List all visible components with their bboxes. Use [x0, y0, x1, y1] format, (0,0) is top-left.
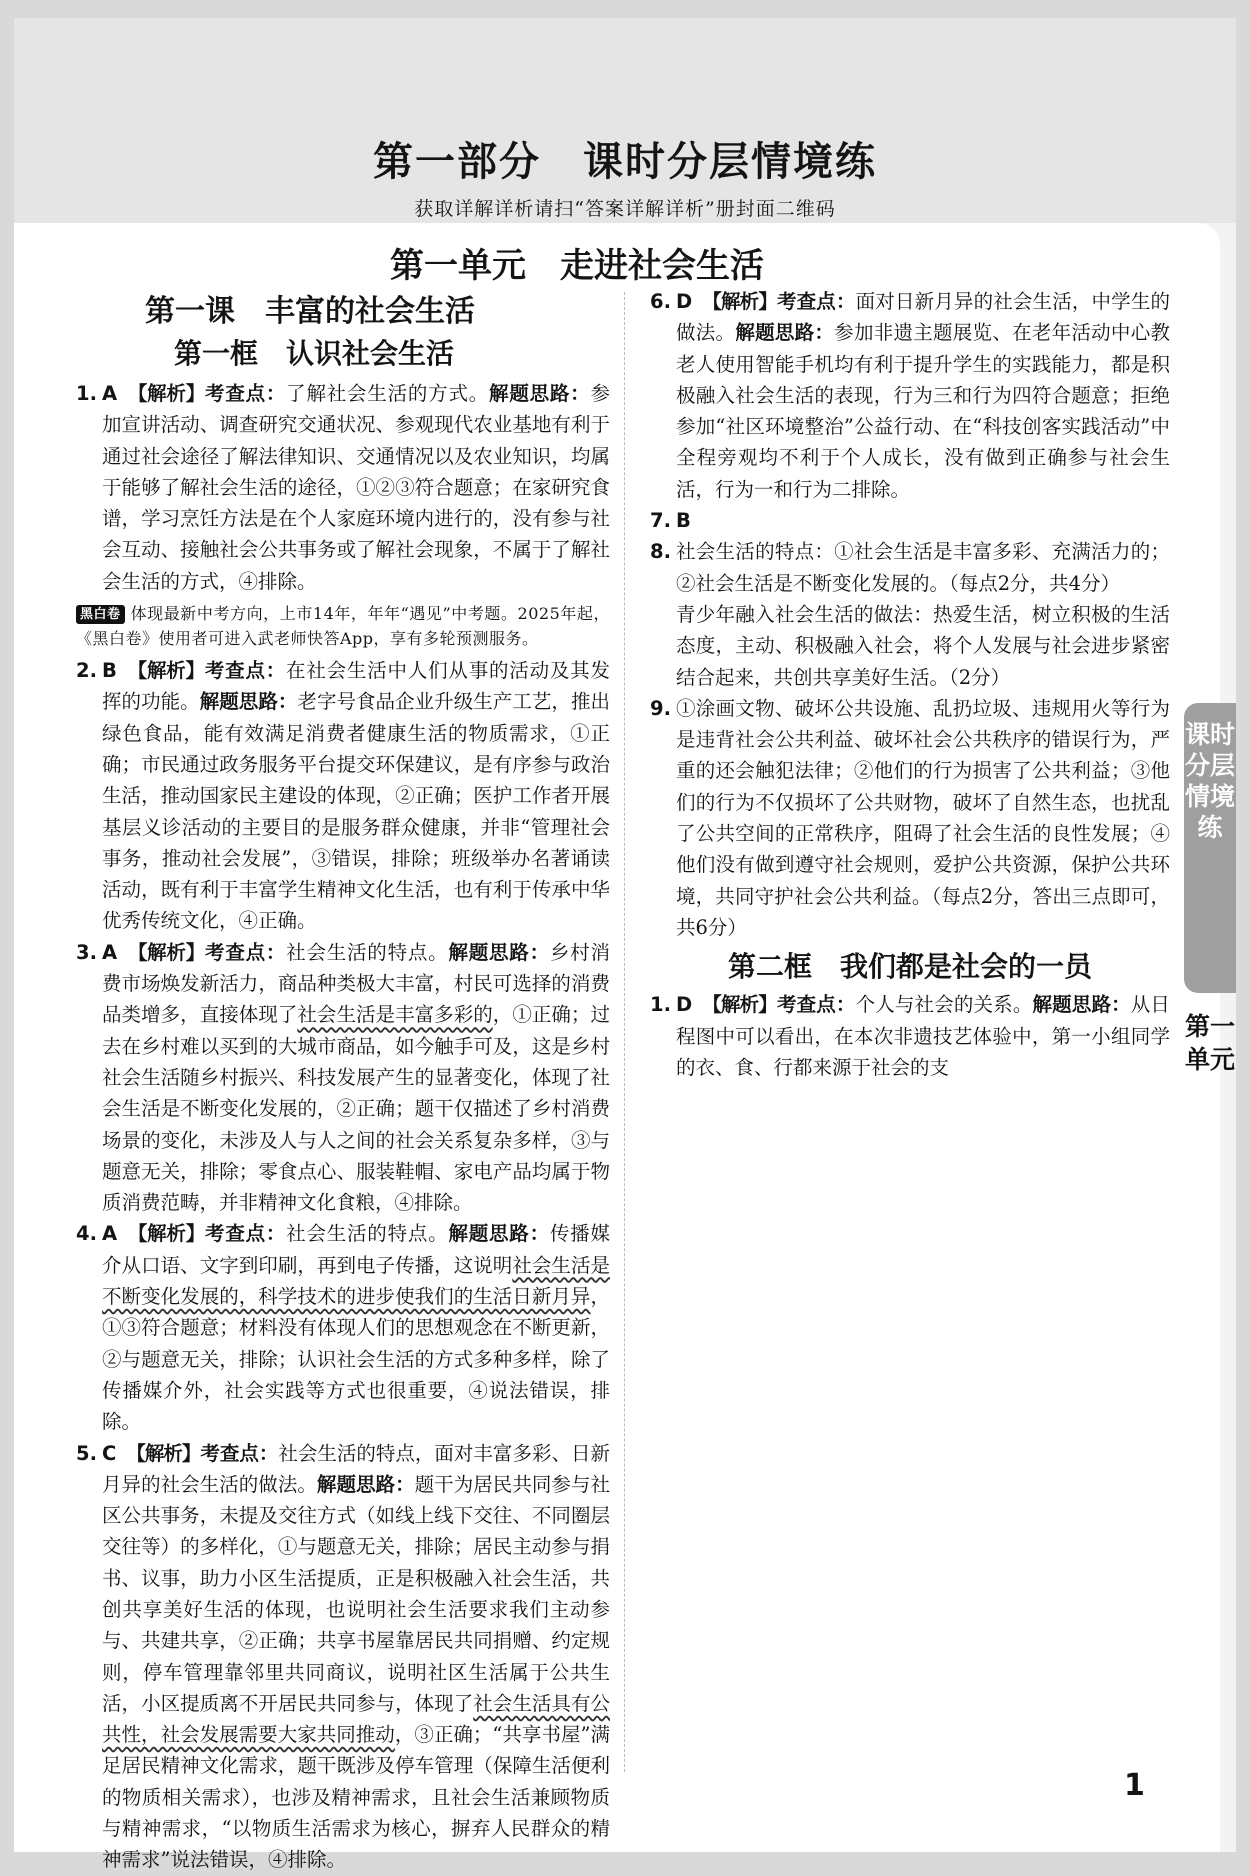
lesson-title: 第一课 丰富的社会生活: [145, 294, 475, 329]
kaodian-label: 考查点：: [776, 993, 856, 1017]
analysis-label: 【解析】: [127, 940, 206, 964]
answer-item-3: [76, 937, 610, 1219]
part-title: 第一部分 课时分层情境练: [373, 139, 877, 185]
kaodian-text: 在社会生活中人们从事的活动及其发挥的功能。: [102, 659, 610, 714]
item-number: 5.: [76, 1441, 97, 1465]
answer-item-5: [76, 1438, 610, 1876]
emphasis-underline: 社会生活是丰富多彩的: [297, 1003, 493, 1027]
item-number: 8.: [650, 540, 671, 564]
item-number: 6.: [650, 290, 671, 313]
answer-text: 乡村消费市场焕发新活力，商品种类极大丰富，村民可选择的消费品类增多，直接体现了: [102, 940, 610, 1027]
left-column: [76, 378, 610, 1876]
side-unit-label: 第一单元: [1184, 1012, 1235, 1074]
item-number: 1.: [650, 993, 671, 1017]
frame-title: 第一框 认识社会生活: [174, 337, 455, 370]
answer-item-1: [76, 378, 610, 597]
right-column: [650, 286, 1170, 1083]
answer-letter: B: [102, 659, 117, 683]
analysis-label: 【解析】: [126, 659, 205, 683]
item-number: 9.: [650, 696, 671, 720]
silu-label: 解题思路：: [448, 940, 550, 964]
answer-text: 从日程图中可以看出，在本次非遗技艺体验中，第一小组同学的衣、食、行都来源于社会的支: [676, 993, 1170, 1079]
item-number: 1.: [76, 382, 97, 405]
item-number: 4.: [76, 1222, 97, 1246]
part-subtitle: 获取详解详析请扫“答案详解详析”册封面二维码: [414, 198, 836, 220]
silu-label: 解题思路：: [448, 1222, 550, 1246]
answer-item-8: [650, 536, 1170, 599]
answer-text: ，①③符合题意；材料没有体现人们的思想观念在不断更新，②与题意无关，排除；认识社会生活的方式多种多样，除了传播媒介外，社会实践等方式也很重要，④说法错误，排除。: [102, 1285, 610, 1434]
answer-text: 社会生活的特点：①社会生活是丰富多彩、充满活力的；②社会生活是不断变化发展的。（每点2分，共4分）: [676, 540, 1170, 595]
column-divider: [624, 292, 625, 1772]
answer-item-8-part2: 青少年融入社会生活的做法：热爱生活，树立积极的生活态度，主动、积极融入社会，将个人发展与社会进步紧密结合起来，共创共享美好生活。（2分）: [676, 602, 1170, 689]
analysis-label: 【解析】: [127, 1222, 206, 1246]
analysis-label: 【解析】: [702, 993, 777, 1017]
page-number: 1: [1124, 1768, 1145, 1803]
analysis-label: 【解析】: [702, 290, 777, 313]
silu-label: 解题思路：: [1032, 993, 1131, 1017]
silu-label: 解题思路：: [199, 690, 298, 714]
silu-label: 解题思路：: [316, 1472, 415, 1496]
answer-item-9: [650, 693, 1170, 943]
answer-item-4: [76, 1218, 610, 1437]
kaodian-label: 考查点：: [205, 940, 287, 964]
unit-title: 第一单元 走进社会生活: [390, 246, 764, 286]
kaodian-text: 社会生活的特点。: [286, 1222, 449, 1246]
kaodian-label: 考查点：: [205, 1222, 287, 1246]
promo-note: [76, 601, 610, 651]
answer-letter: A: [102, 940, 118, 964]
emphasis-underline: 社会生活具有公共性，社会发展需要大家共同推动: [102, 1691, 610, 1747]
silu-label: 解题思路：: [735, 321, 835, 345]
answer-text: 参加宣讲活动、调查研究交通状况、参观现代农业基地有利于通过社会途径了解法律知识、交通情况以及农业知识，均属于能够了解社会生活的途径，①②③符合题意；在家研究食谱，学习烹饪方法是在个人家庭环境内进行的，没有参与社会互动、接触社会公共事务或了解社会现象，不属于了解社会生活的方式，④排除。: [102, 382, 610, 593]
item-number: 2.: [76, 659, 97, 683]
kaodian-label: 考查点：: [204, 659, 287, 683]
kaodian-text: 了解社会生活的方式。: [286, 382, 490, 405]
kaodian-label: 考查点：: [200, 1441, 279, 1465]
frame2-answer-item-1: [650, 989, 1170, 1083]
kaodian-text: 个人与社会的关系。: [855, 993, 1033, 1017]
kaodian-label: 考查点：: [205, 382, 287, 405]
answer-text: ，①正确；过去在乡村难以买到的大城市商品，如今触手可及，这是乡村社会生活随乡村振兴、科技发展产生的显著变化，体现了社会生活是不断变化发展的，②正确；题干仅描述了乡村消费场景的变化，未涉及人与人之间的社会关系复杂多样，③与题意无关，排除；零食点心、服装鞋帽、家电产品均属于物质消费范畴，并非精神文化食粮，④排除。: [102, 1003, 610, 1215]
side-tab-label: 课时分层情境练: [1184, 720, 1235, 842]
kaodian-text: 面对日新月异的社会生活，中学生的做法。: [676, 290, 1170, 345]
answer-item-6: [650, 286, 1170, 505]
silu-label: 解题思路：: [489, 382, 591, 405]
analysis-label: 【解析】: [127, 382, 206, 405]
answer-letter: C: [102, 1441, 117, 1465]
kaodian-label: 考查点：: [776, 290, 856, 313]
emphasis-underline: 社会生活是不断变化发展的，科学技术的进步使我们的生活日新月异: [102, 1253, 610, 1309]
promo-text: 体现最新中考方向，上市14年，年年“遇见”中考题。2025年起，《黑白卷》使用者可进入武老师快答App，享有多轮预测服务。: [76, 604, 610, 649]
answer-letter: A: [102, 382, 118, 405]
answer-text: 传播媒介从口语、文字到印刷，再到电子传播，这说明: [102, 1222, 610, 1277]
kaodian-text: 社会生活的特点，面对丰富多彩、日新月异的社会生活的做法。: [102, 1441, 610, 1496]
answer-letter: A: [102, 1222, 118, 1246]
answer-letter: D: [676, 290, 693, 313]
side-tab: [1184, 703, 1236, 993]
answer-text: 参加非遗主题展览、在老年活动中心教老人使用智能手机均有利于提升学生的实践能力，都是积极融入社会生活的表现，行为三和行为四符合题意；拒绝参加“社区环境整治”公益行动、在“科技创客实践活动”中全程旁观均不利于个人成长，没有做到正确参与社会生活，行为一和行为二排除。: [676, 321, 1170, 501]
item-number: 7.: [650, 509, 671, 533]
answer-item-2: [76, 655, 610, 937]
promo-badge: 黑白卷: [76, 605, 125, 624]
frame2-title: 第二框 我们都是社会的一员: [727, 950, 1092, 984]
analysis-label: 【解析】: [126, 1441, 201, 1465]
item-number: 3.: [76, 940, 97, 964]
answer-item-7: [650, 505, 1170, 536]
answer-letter: B: [676, 509, 691, 533]
answer-text: ①涂画文物、破坏公共设施、乱扔垃圾、违规用火等行为是违背社会公共利益、破坏社会公共秩序的错误行为，严重的还会触犯法律；②他们的行为损害了公共利益；③他们的行为不仅损坏了公共财物，破坏了自然生态，也扰乱了公共空间的正常秩序，阻碍了社会生活的良性发展；④他们没有做到遵守社会规则，爱护公共资源，保护公共环境，共同守护社会公共利益。（每点2分，答出三点即可，共6分）: [676, 696, 1170, 939]
answer-text: 题干为居民共同参与社区公共事务，未提及交往方式（如线上线下交往、不同圈层交往等）的多样化，①与题意无关，排除；居民主动参与捐书、议事，助力小区生活提质，正是积极融入社会生活，共创共享美好生活的体现，也说明社会生活要求我们主动参与、共建共享，②正确；共享书屋靠居民共同捐赠、约定规则，停车管理靠邻里共同商议，说明社区生活属于公共生活，小区提质离不开居民共同参与，体现了: [102, 1472, 610, 1715]
kaodian-text: 社会生活的特点。: [286, 940, 449, 964]
answer-letter: D: [676, 993, 693, 1017]
answer-text: ，③正确；“共享书屋”满足居民精神文化需求，题干既涉及停车管理（保障生活便利的物质相关需求），也涉及精神需求，且社会生活兼顾物质与精神需求，“以物质生活需求为核心，摒弃人民群众的精神需求”说法错误，④排除。: [102, 1723, 610, 1872]
answer-text: 老字号食品企业升级生产工艺，推出绿色食品，能有效满足消费者健康生活的物质需求，①正确；市民通过政务服务平台提交环保建议，是有序参与政治生活，推动国家民主建设的体现，②正确；医护工作者开展基层义诊活动的主要目的是服务群众健康，并非“管理社会事务，推动社会发展”，③错误，排除；班级举办名著诵读活动，既有利于丰富学生精神文化生活，也有利于传承中华优秀传统文化，④正确。: [102, 690, 610, 933]
page-header: [14, 18, 1236, 223]
